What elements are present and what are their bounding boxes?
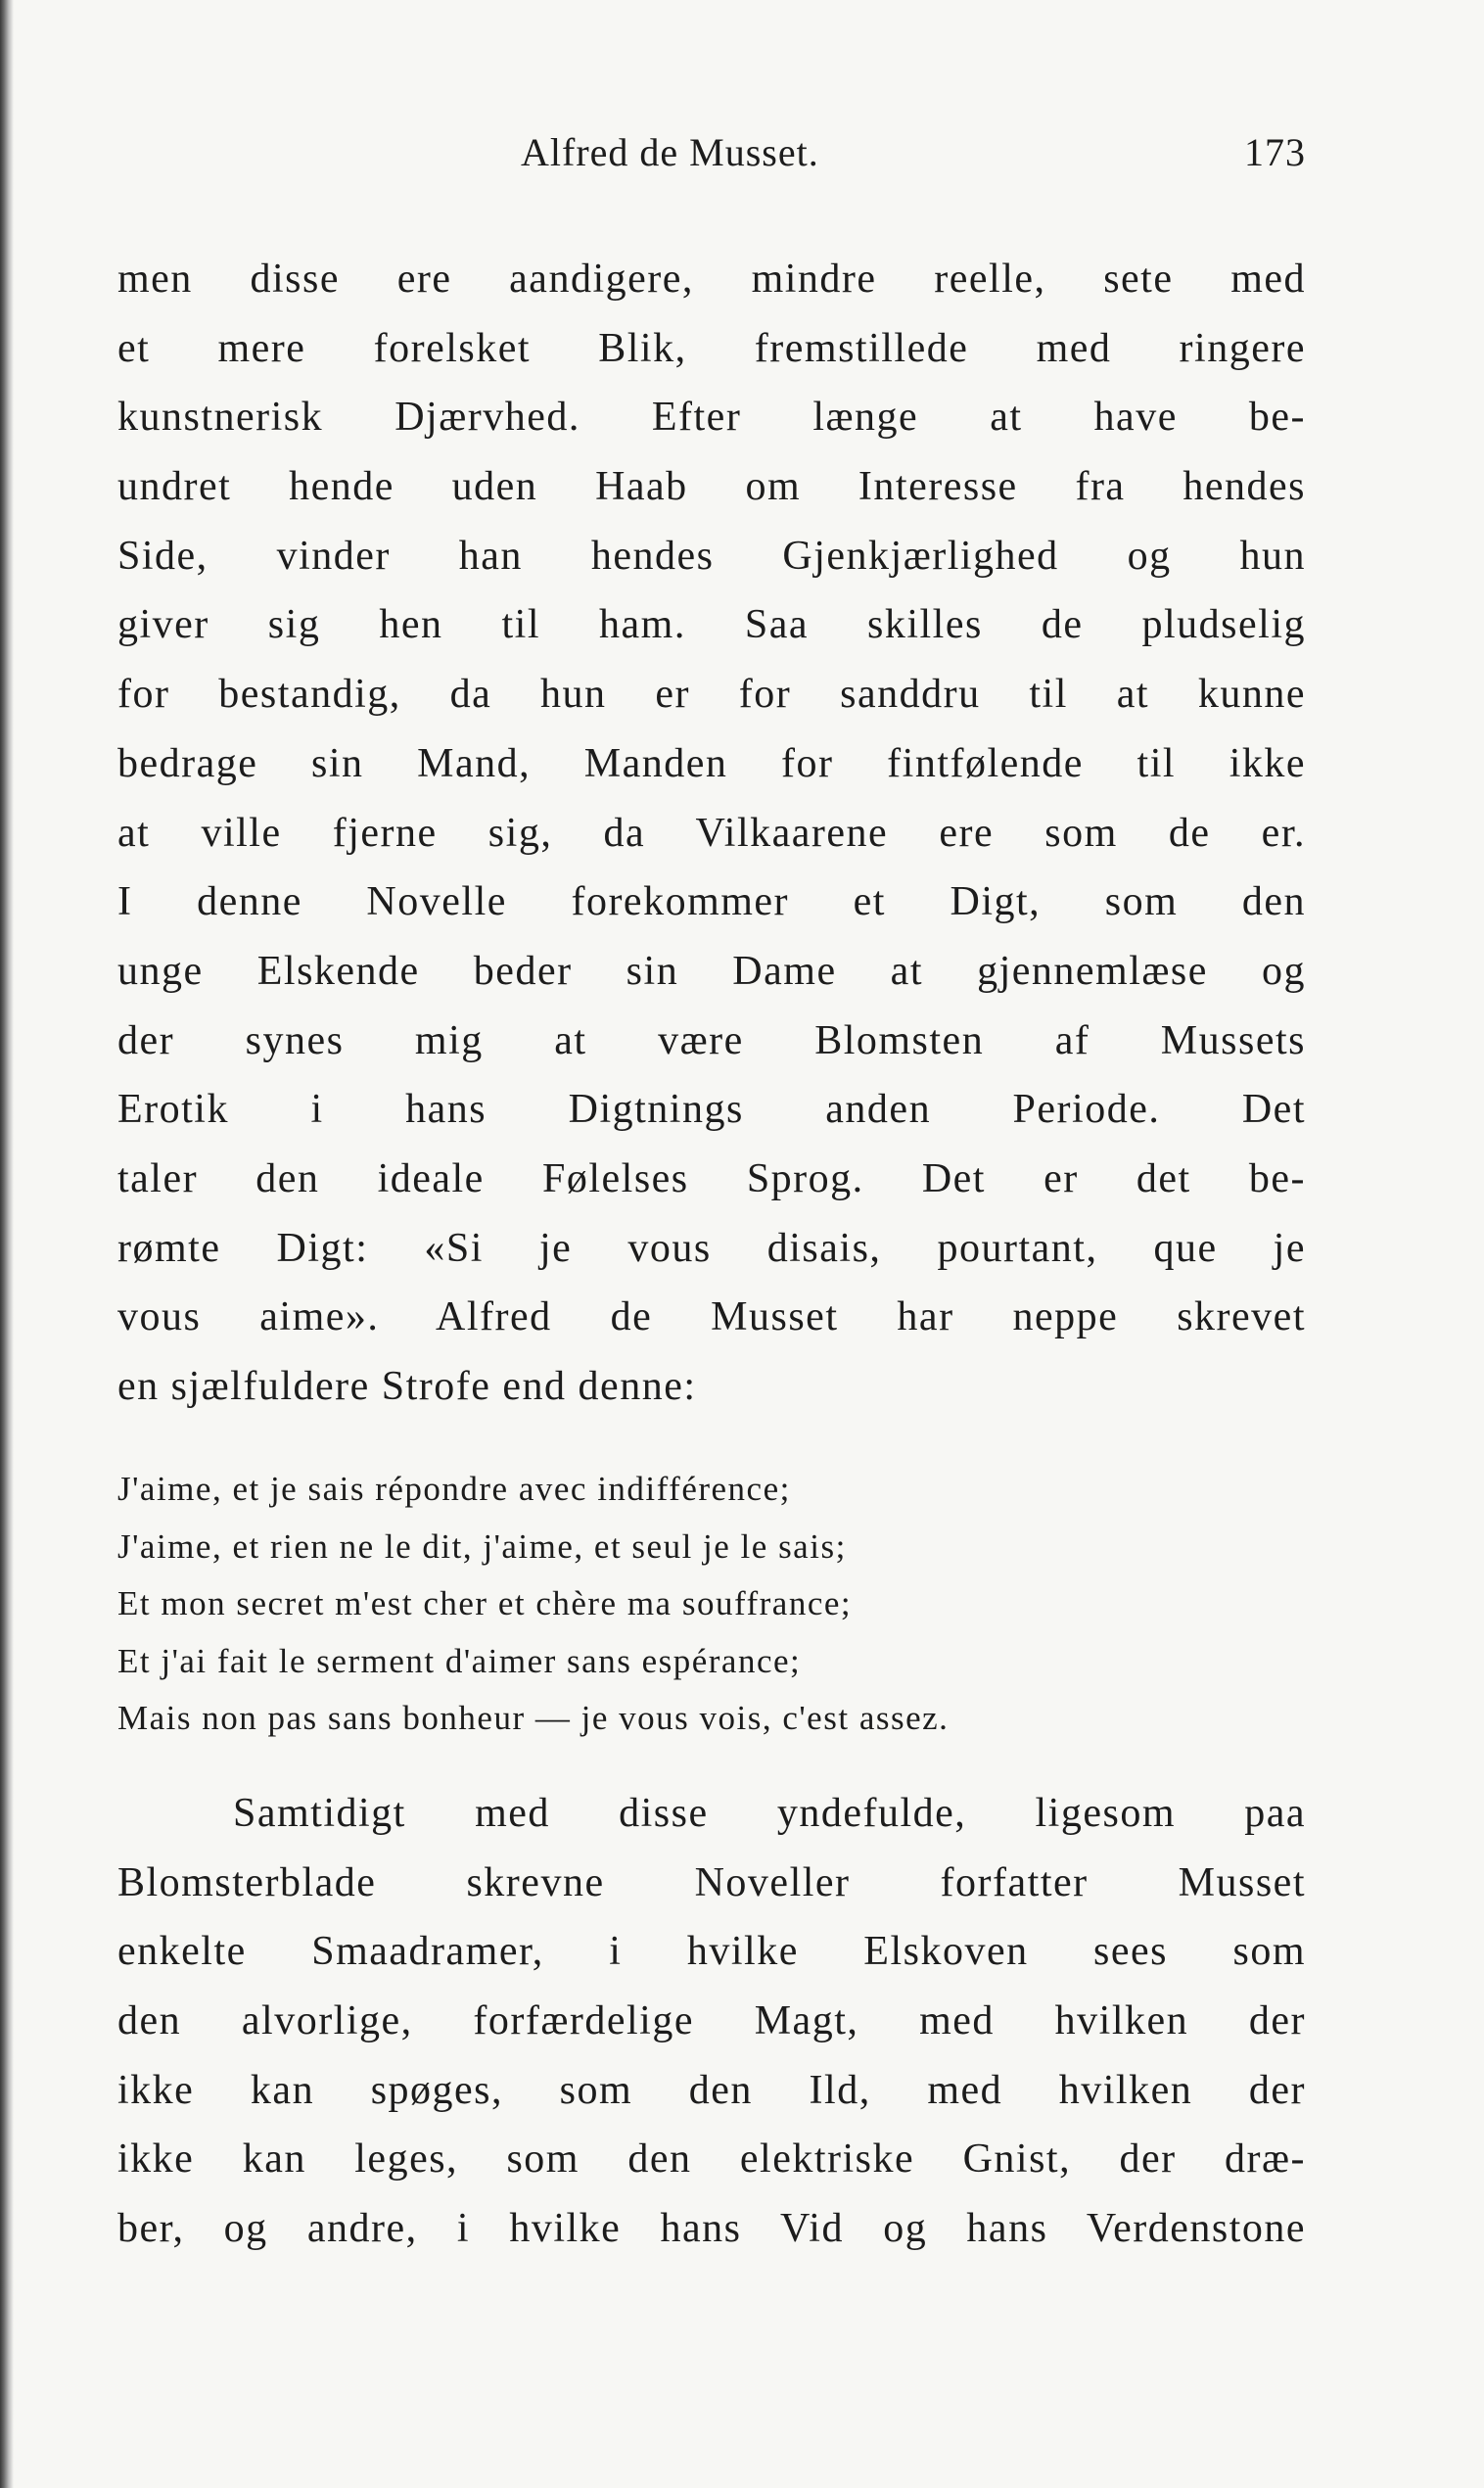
text-line: unge Elskende beder sin Dame at gjennemlæse og	[117, 948, 1306, 994]
poem-verse: J'aime, et rien ne le dit, j'aime, et seul je le sais;	[117, 1526, 847, 1566]
text-line: Samtidigt med disse yndefulde, ligesom paa	[233, 1791, 1306, 1836]
paragraph-1	[117, 245, 1306, 1422]
page-number: 173	[1244, 130, 1306, 174]
text-line: undret hende uden Haab om Interesse fra hendes	[117, 464, 1306, 510]
text-line: rømte Digt: «Si je vous disais, pourtant, que je	[117, 1225, 1306, 1271]
text-line: ikke kan spøges, som den Ild, med hvilken der	[117, 2067, 1306, 2113]
paragraph-2	[117, 1779, 1306, 2264]
text-line: enkelte Smaadramer, i hvilke Elskoven sees som	[117, 1929, 1306, 1975]
text-line: der synes mig at være Blomsten af Mussets	[117, 1017, 1306, 1063]
text-line: for bestandig, da hun er for sanddru til at kunne	[117, 672, 1306, 718]
text-line: Side, vinder han hendes Gjenkjærlighed og hun	[117, 533, 1306, 579]
text-line: bedrage sin Mand, Manden for fintfølende til ikke	[117, 740, 1306, 786]
text-line: giver sig hen til ham. Saa skilles de pludselig	[117, 602, 1306, 648]
text-line: men disse ere aandigere, mindre reelle, sete med	[117, 257, 1306, 302]
text-line: ikke kan leges, som den elektriske Gnist, der dræ-	[117, 2136, 1306, 2183]
text-line: Blomsterblade skrevne Noveller forfatter Musset	[117, 1859, 1306, 1905]
poem-stanza	[117, 1461, 1306, 1748]
text-line: den alvorlige, forfærdelige Magt, med hvilken der	[117, 1998, 1306, 2044]
text-line: taler den ideale Følelses Sprog. Det er det be-	[117, 1155, 1306, 1201]
poem-verse: Et j'ai fait le serment d'aimer sans espérance;	[117, 1641, 802, 1680]
text-line: et mere forelsket Blik, fremstillede med ringere	[117, 325, 1306, 371]
text-line: kunstnerisk Djærvhed. Efter længe at have be-	[117, 395, 1306, 441]
poem-verse: Mais non pas sans bonheur — je vous vois, c'est assez.	[117, 1699, 950, 1737]
page-header	[117, 129, 1306, 188]
book-spine-edge	[0, 0, 14, 2488]
text-line: Erotik i hans Digtnings anden Periode. Det	[117, 1087, 1306, 1133]
poem-verse: Et mon secret m'est cher et chère ma souffrance;	[117, 1584, 853, 1622]
text-line: ber, og andre, i hvilke hans Vid og hans Verdenstone	[117, 2206, 1306, 2252]
text-line: I denne Novelle forekommer et Digt, som den	[117, 879, 1306, 925]
text-line: at ville fjerne sig, da Vilkaarene ere som de er.	[117, 810, 1306, 856]
text-line: en sjælfuldere Strofe end denne:	[117, 1364, 697, 1409]
running-title: Alfred de Musset.	[521, 130, 819, 174]
poem-verse: J'aime, et je sais répondre avec indifférence;	[117, 1470, 791, 1508]
text-line: vous aime». Alfred de Musset har neppe skrevet	[117, 1294, 1306, 1340]
